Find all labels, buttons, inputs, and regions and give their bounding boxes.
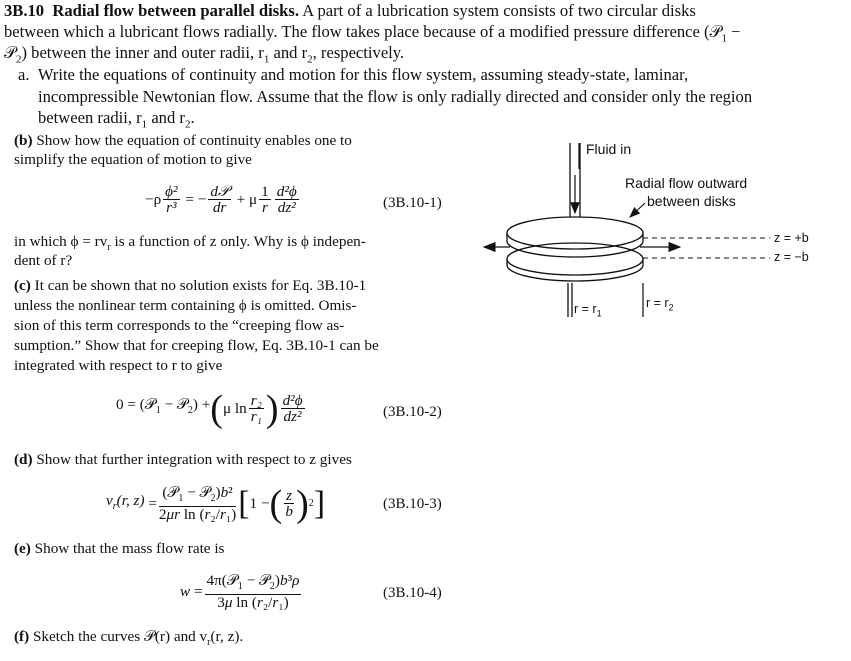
equation-3b-10-2: 0 = (𝒫$_1$ − 𝒫$_2$) + ( μ ln $\frac{\text{r₂}}{\text{r₁}}$ ) $\frac{\text{d²ϕ}}{\text{dz²}}$ [116, 387, 303, 430]
part-a-line-1: a. Write the equations of continuity and motion for this flow system, assuming steady-state, laminar, [18, 65, 689, 84]
part-f-label: (f) [14, 628, 30, 645]
part-a-line-3: between radii, $r_1$ and $r_2$. [38, 108, 195, 131]
part-b-line-2: simplify the equation of motion to give [14, 151, 252, 168]
radial-flow-label-1: Radial flow outward [625, 175, 748, 191]
equation-3b-10-4: w = $\frac{4\pi(𝒫_1 - 𝒫_2)b^3\rho}{\text{3μ ln (r₂/r₁)}}$ [180, 572, 300, 612]
intro-text: A part of a lubrication system consists of two circular disks [302, 1, 696, 20]
part-c-line-3: sion of this term corresponds to the “creeping flow as- [14, 317, 345, 334]
equation-label-3b-10-1: (3B.10-1) [383, 195, 442, 211]
part-e-line-1: (e) Show that the mass flow rate is [14, 540, 225, 557]
r1-label: $r = r_1$ [574, 302, 602, 319]
equation-3b-10-1: −ρ $\frac{\text{ϕ²}}{\text{r³}}$ = − $\frac{\text{d𝒫}}{dr}$ + μ $\frac{1}{r}$ $\frac{\text{d²ϕ}}{\text{dz²}}$ [145, 183, 297, 216]
top-disk [507, 217, 643, 257]
inner-radius-marker [568, 283, 572, 317]
z-top-label: z = +b [774, 231, 809, 245]
fluid-in-label: Fluid in [586, 141, 632, 157]
equation-3b-10-3: $v_r(r$, z) = $\frac{(𝒫_1 - 𝒫_2)b^2}{\text{2μr ln (r₂/r₁)}}$ [ 1 − ( $\frac{z}{b}$ ) 2 ] [106, 482, 326, 525]
part-c-line-5: integrated with respect to r to give [14, 357, 223, 374]
z-bottom-label: z = −b [774, 250, 809, 264]
part-f-line-1: (f) Sketch the curves 𝒫(r) and $v_r(r$, z). [14, 628, 244, 649]
part-a-label: a. [18, 65, 30, 84]
problem-title: Radial flow between parallel disks. [52, 1, 300, 20]
part-c-line-4: sumption.” Show that for creeping flow, Eq. 3B.10-1 can be [14, 337, 379, 354]
equation-label-3b-10-2: (3B.10-2) [383, 404, 442, 420]
part-b-line-1: (b) Show how the equation of continuity enables one to [14, 132, 352, 149]
radial-flow-label-2: between disks [647, 193, 736, 209]
part-b-after-line-1: in which $\phi = rv_r$ is a function of z only. Why is ϕ indepen- [14, 233, 366, 254]
radial-flow-pointer [630, 203, 645, 217]
problem-statement-line-3: 𝒫$_2$) between the inner and outer radii, $r_1$ and $r_2$, respectively. [4, 43, 405, 66]
part-c-line-1: (c) It can be shown that no solution exists for Eq. 3B.10-1 [14, 277, 367, 294]
equation-label-3b-10-3: (3B.10-3) [383, 496, 442, 512]
part-a-line-2: incompressible Newtonian flow. Assume that the flow is only radially directed and consider only the region [38, 87, 753, 106]
part-b-label: (b) [14, 132, 33, 149]
part-c-line-2: unless the nonlinear term containing ϕ is omitted. Omis- [14, 297, 357, 314]
part-e-label: (e) [14, 540, 31, 557]
problem-statement-line-1 [4, 1, 696, 21]
part-d-line-1: (d) Show that further integration with respect to z gives [14, 451, 352, 468]
problem-statement-line-2: between which a lubricant flows radially. The flow takes place because of a modified pressure difference (𝒫$_1$ − [4, 22, 741, 45]
equation-label-3b-10-4: (3B.10-4) [383, 585, 442, 601]
part-b-after-line-2: dent of r? [14, 252, 73, 269]
r2-label: $r = r_2$ [646, 296, 674, 313]
part-d-label: (d) [14, 451, 33, 468]
problem-number: 3B.10 [4, 1, 45, 20]
part-c-label: (c) [14, 277, 31, 294]
